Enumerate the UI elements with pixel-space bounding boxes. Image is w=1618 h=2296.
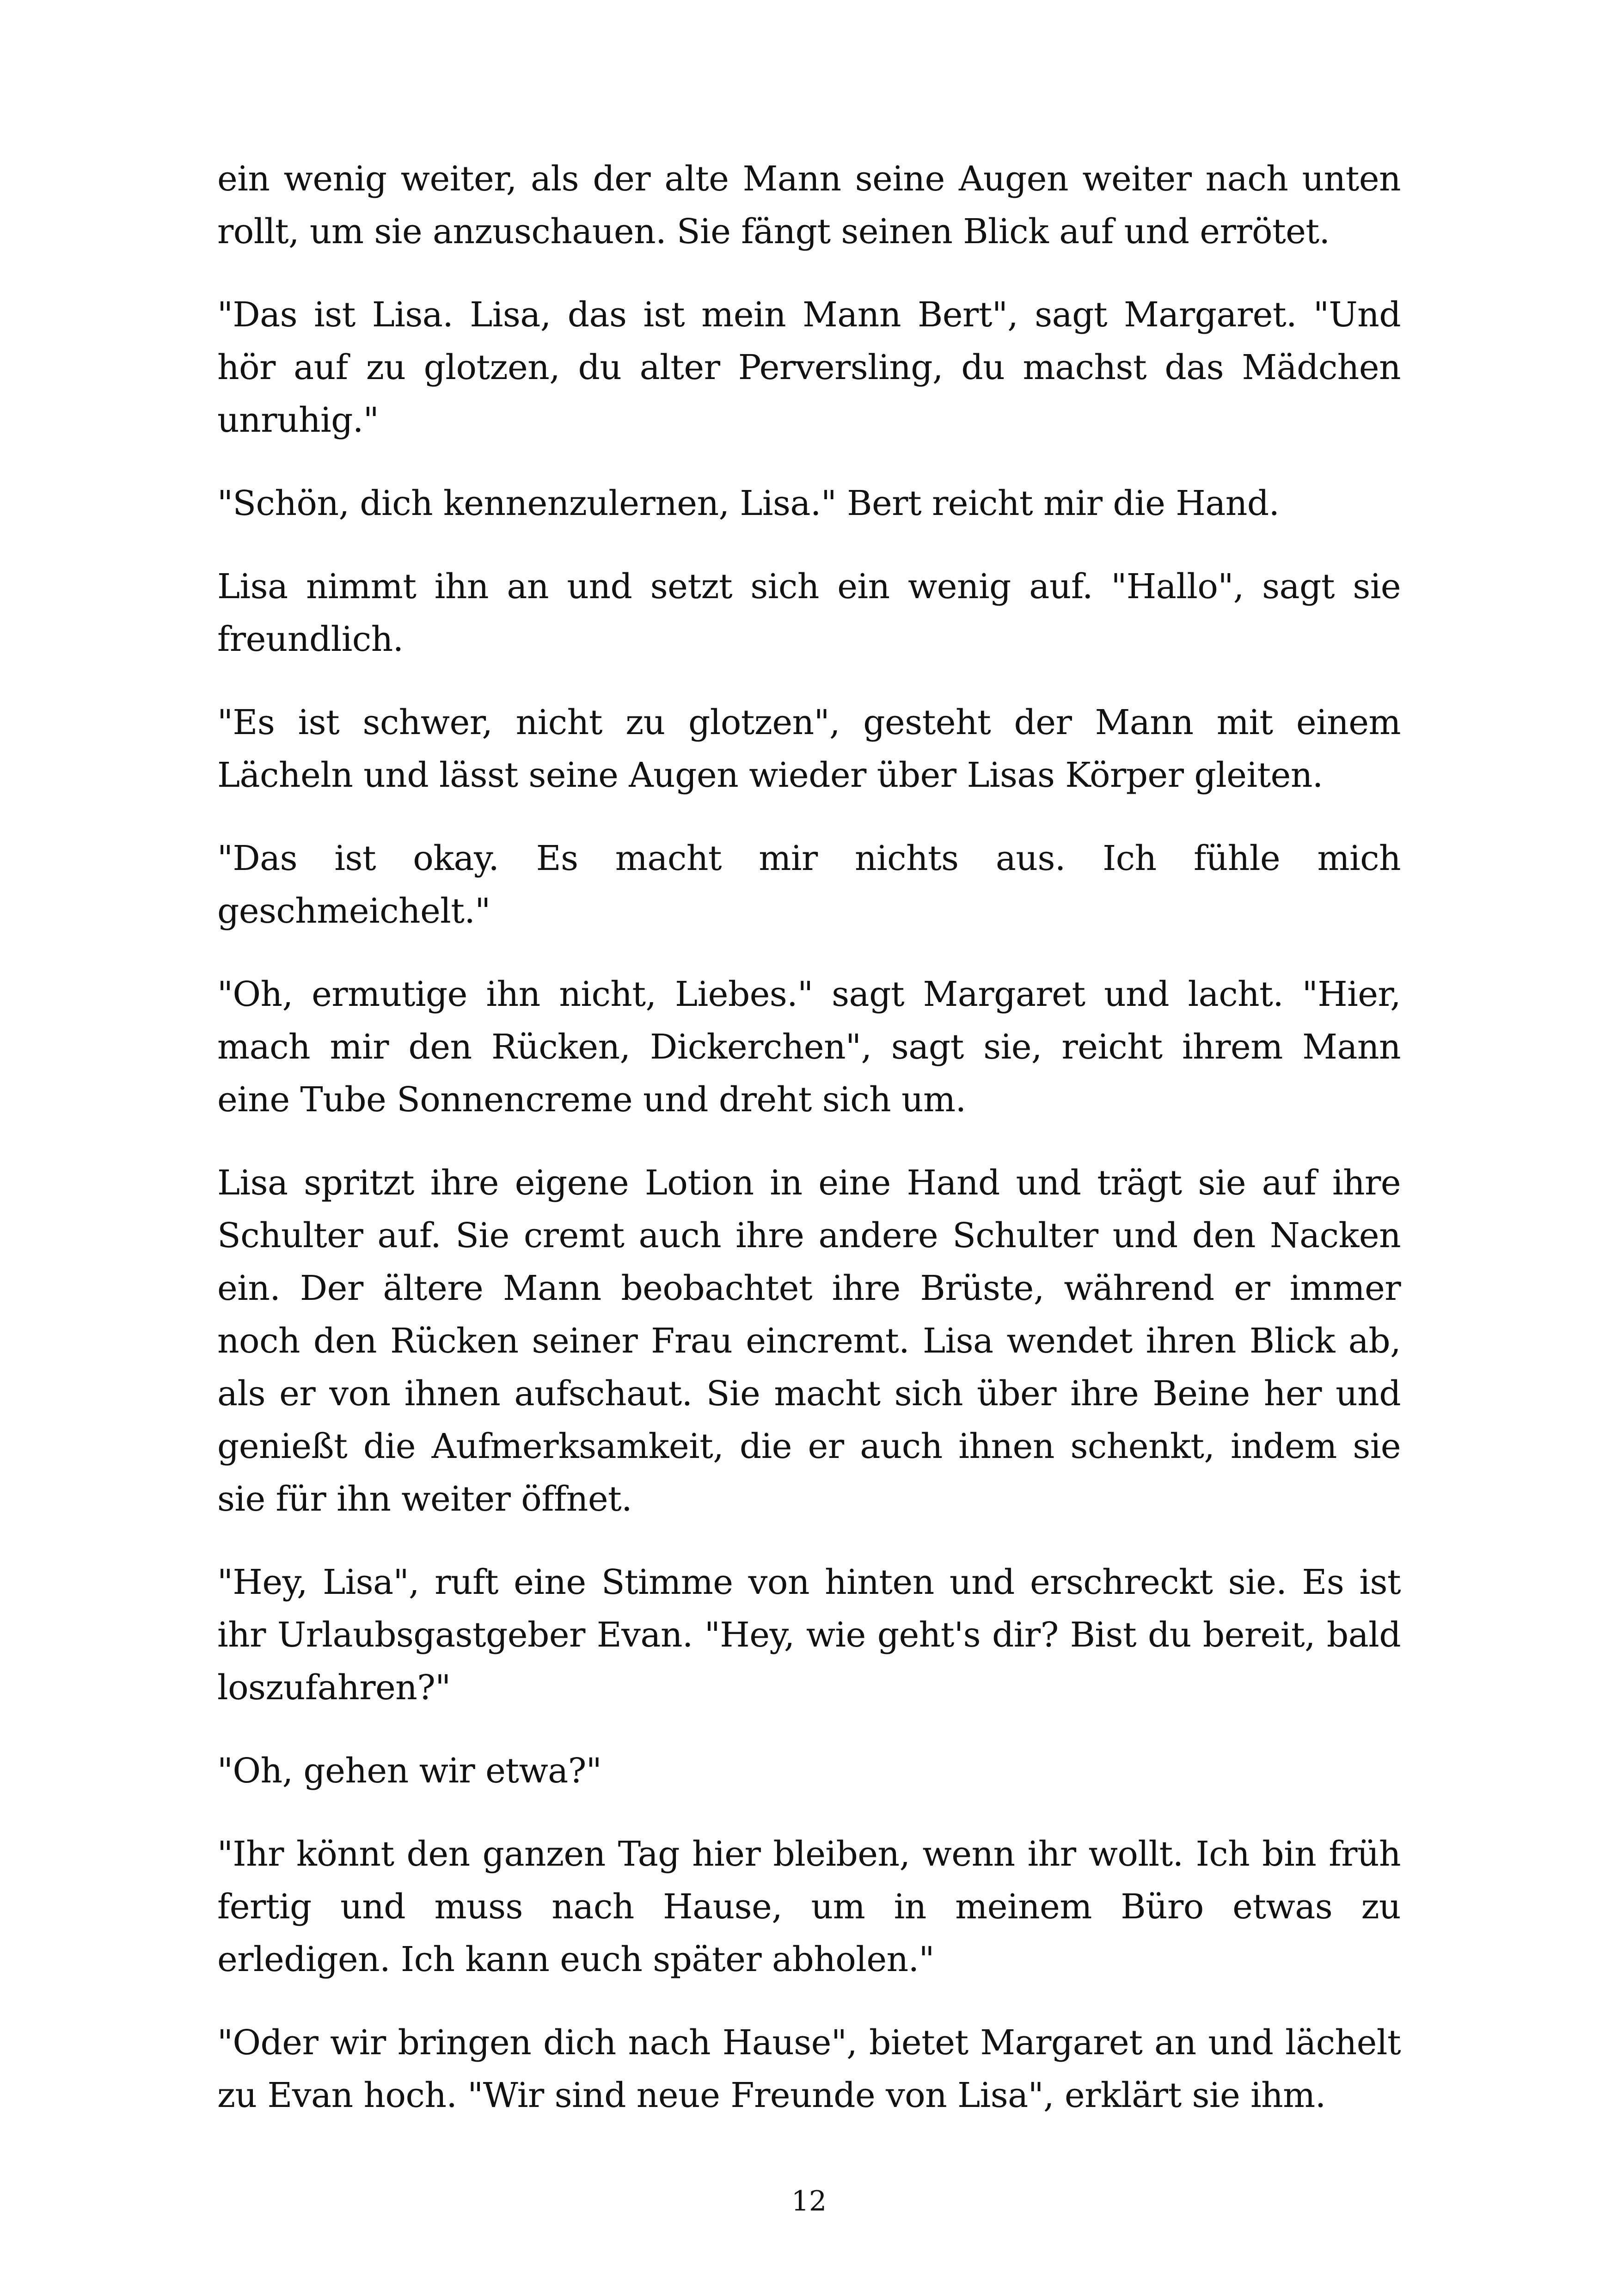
paragraph-4: Lisa nimmt ihn an und setzt sich ein wenig auf. "Hallo", sagt sie freundlich. bbox=[217, 567, 1401, 659]
paragraph-11: "Ihr könnt den ganzen Tag hier bleiben, wenn ihr wollt. Ich bin früh fertig und muss nach Hause, um in meinem Büro etwas zu erledigen. Ich kann euch später abholen." bbox=[217, 1834, 1401, 1979]
paragraph-6: "Das ist okay. Es macht mir nichts aus. Ich fühle mich geschmeichelt." bbox=[217, 839, 1401, 931]
paragraph-7: "Oh, ermutige ihn nicht, Liebes." sagt Margaret und lacht. "Hier, mach mir den Rücken, Dickerchen", sagt sie, reicht ihrem Mann eine Tube Sonnencreme und dreht sich um. bbox=[217, 974, 1401, 1120]
paragraph-9: "Hey, Lisa", ruft eine Stimme von hinten und erschreckt sie. Es ist ihr Urlaubsgastgeber Evan. "Hey, wie geht's dir? Bist du bereit, bald loszufahren?" bbox=[217, 1562, 1401, 1708]
paragraph-12: "Oder wir bringen dich nach Hause", bietet Margaret an und lächelt zu Evan hoch. "Wir sind neue Freunde von Lisa", erklärt sie ihm. bbox=[217, 2023, 1401, 2115]
paragraph-8: Lisa spritzt ihre eigene Lotion in eine Hand und trägt sie auf ihre Schulter auf. Sie cremt auch ihre andere Schulter und den Nacken ein. Der ältere Mann beobachtet ihre Brüste, während er immer noch den Rücken seiner Frau eincremt. Lisa wendet ihren Blick ab, als er von ihnen aufschaut. Sie macht sich über ihre Beine her und genießt die Aufmerksamkeit, die er auch ihnen schenkt, indem sie sie für ihn weiter öffnet. bbox=[217, 1163, 1401, 1519]
paragraph-3: "Schön, dich kennenzulernen, Lisa." Bert reicht mir die Hand. bbox=[217, 484, 1280, 523]
paragraph-10: "Oh, gehen wir etwa?" bbox=[217, 1751, 602, 1791]
paragraph-5: "Es ist schwer, nicht zu glotzen", gesteht der Mann mit einem Lächeln und lässt seine Augen wieder über Lisas Körper gleiten. bbox=[217, 703, 1401, 795]
body-text bbox=[217, 153, 1401, 2152]
page-number: 12 bbox=[791, 2185, 827, 2217]
paragraph-1: ein wenig weiter, als der alte Mann seine Augen weiter nach unten rollt, um sie anzuschauen. Sie fängt seinen Blick auf und errötet. bbox=[217, 159, 1401, 251]
paragraph-2: "Das ist Lisa. Lisa, das ist mein Mann Bert", sagt Margaret. "Und hör auf zu glotzen, du alter Perversling, du machst das Mädchen unruhig." bbox=[217, 295, 1401, 440]
